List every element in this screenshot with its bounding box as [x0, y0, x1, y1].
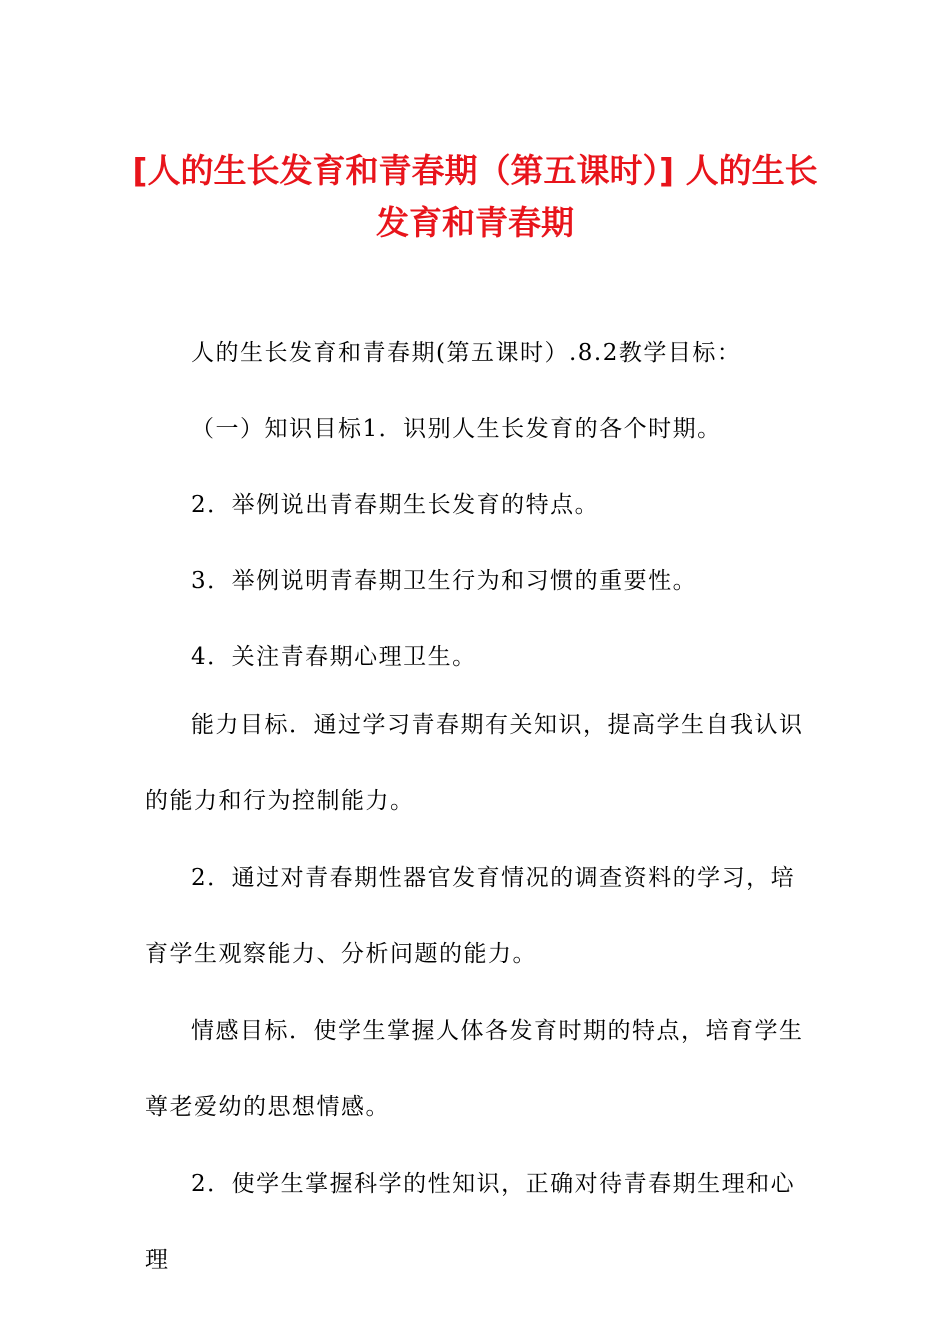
paragraph-teaching-goals: 人的生长发育和青春期(第五课时）.8.2教学目标：	[191, 340, 742, 366]
paragraph-knowledge-goal-3: 3．举例说明青春期卫生行为和习惯的重要性。	[191, 568, 698, 594]
paragraph-knowledge-goal-4: 4．关注青春期心理卫生。	[191, 644, 477, 670]
paragraph-ability-goal-2: 2．通过对青春期性器官发育情况的调查资料的学习，培育学生观察能力、分析问题的能力。	[145, 865, 796, 967]
paragraph-emotion-goal-1: 情感目标．使学生掌握人体各发育时期的特点，培育学生尊老爱幼的思想情感。	[145, 1018, 804, 1120]
paragraph-ability-goal-1: 能力目标．通过学习青春期有关知识，提高学生自我认识的能力和行为控制能力。	[145, 712, 804, 814]
paragraph-knowledge-goal-1: （一）知识目标1．识别人生长发育的各个时期。	[191, 416, 722, 442]
paragraph-emotion-goal-2: 2．使学生掌握科学的性知识，正确对待青春期生理和心理	[145, 1171, 796, 1273]
document-title: [人的生长发育和青春期（第五课时）] 人的生长发育和青春期	[132, 151, 818, 242]
paragraph-knowledge-goal-2: 2．举例说出青春期生长发育的特点。	[191, 492, 600, 518]
